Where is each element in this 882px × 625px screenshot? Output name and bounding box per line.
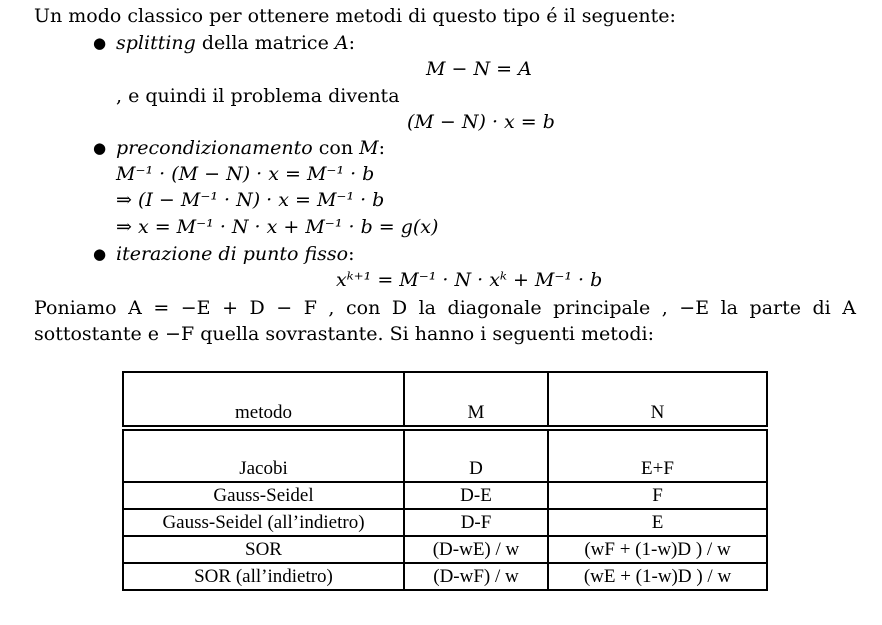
table-cell-m: D-E [404, 482, 548, 509]
equation-problem: (M − N) · x = b [407, 111, 555, 133]
bullet-text: della matrice [195, 32, 335, 54]
methods-table [122, 371, 768, 591]
header-metodo: metodo [123, 372, 404, 428]
equation-splitting: M − N = A [426, 58, 532, 80]
table-row [123, 509, 767, 536]
bullet-icon: ● [93, 34, 107, 52]
table-row [123, 536, 767, 563]
bullet-icon: ● [93, 245, 107, 263]
table-cell-m: (D-wF) / w [404, 563, 548, 590]
table-header-row [123, 372, 767, 428]
colon: : [348, 32, 355, 54]
term-splitting: splitting [116, 32, 196, 54]
table-cell-metodo: Jacobi [123, 428, 404, 482]
table-cell-metodo: SOR (all’indietro) [123, 563, 404, 590]
table-cell-n: E+F [548, 428, 767, 482]
table-cell-n: E [548, 509, 767, 536]
table-row [123, 563, 767, 590]
bullet-splitting [116, 31, 355, 55]
colon: : [348, 243, 355, 265]
colon: : [378, 137, 385, 159]
bullet-iterazione [116, 242, 354, 266]
table-row [123, 428, 767, 482]
bullet-icon: ● [93, 139, 107, 157]
table-cell-metodo: SOR [123, 536, 404, 563]
precond-line-3: ⇒ x = M⁻¹ · N · x + M⁻¹ · b = g(x) [116, 216, 439, 238]
intro-text: Un modo classico per ottenere metodi di questo tipo é il seguente: [34, 5, 676, 27]
bullet-text: con [312, 137, 360, 159]
table-row [123, 482, 767, 509]
term-iterazione: iterazione di punto fisso [116, 243, 349, 265]
precond-line-1: M⁻¹ · (M − N) · x = M⁻¹ · b [116, 163, 375, 185]
table-cell-n: F [548, 482, 767, 509]
bullet-precondizionamento [116, 136, 385, 160]
equation-fixed-point: xᵏ⁺¹ = M⁻¹ · N · xᵏ + M⁻¹ · b [336, 269, 603, 291]
table-cell-m: (D-wE) / w [404, 536, 548, 563]
paragraph-text: Poniamo A = −E + D − F , con D la diagonale principale , −E la parte di A sottostante e −F quella sovrastante. Si hanno i seguenti metodi: [34, 297, 856, 345]
header-n: N [548, 372, 767, 428]
table-cell-n: (wF + (1-w)D ) / w [548, 536, 767, 563]
splitting-after-text: , e quindi il problema diventa [116, 85, 400, 107]
table-cell-m: D [404, 428, 548, 482]
table-cell-n: (wE + (1-w)D ) / w [548, 563, 767, 590]
term-precondizionamento: precondizionamento [116, 137, 313, 159]
table-cell-metodo: Gauss-Seidel [123, 482, 404, 509]
precond-line-2: ⇒ (I − M⁻¹ · N) · x = M⁻¹ · b [116, 189, 385, 211]
table-cell-m: D-F [404, 509, 548, 536]
header-m: M [404, 372, 548, 428]
matrix-var: A [334, 32, 349, 54]
matrix-var: M [359, 137, 379, 159]
table-cell-metodo: Gauss-Seidel (all’indietro) [123, 509, 404, 536]
